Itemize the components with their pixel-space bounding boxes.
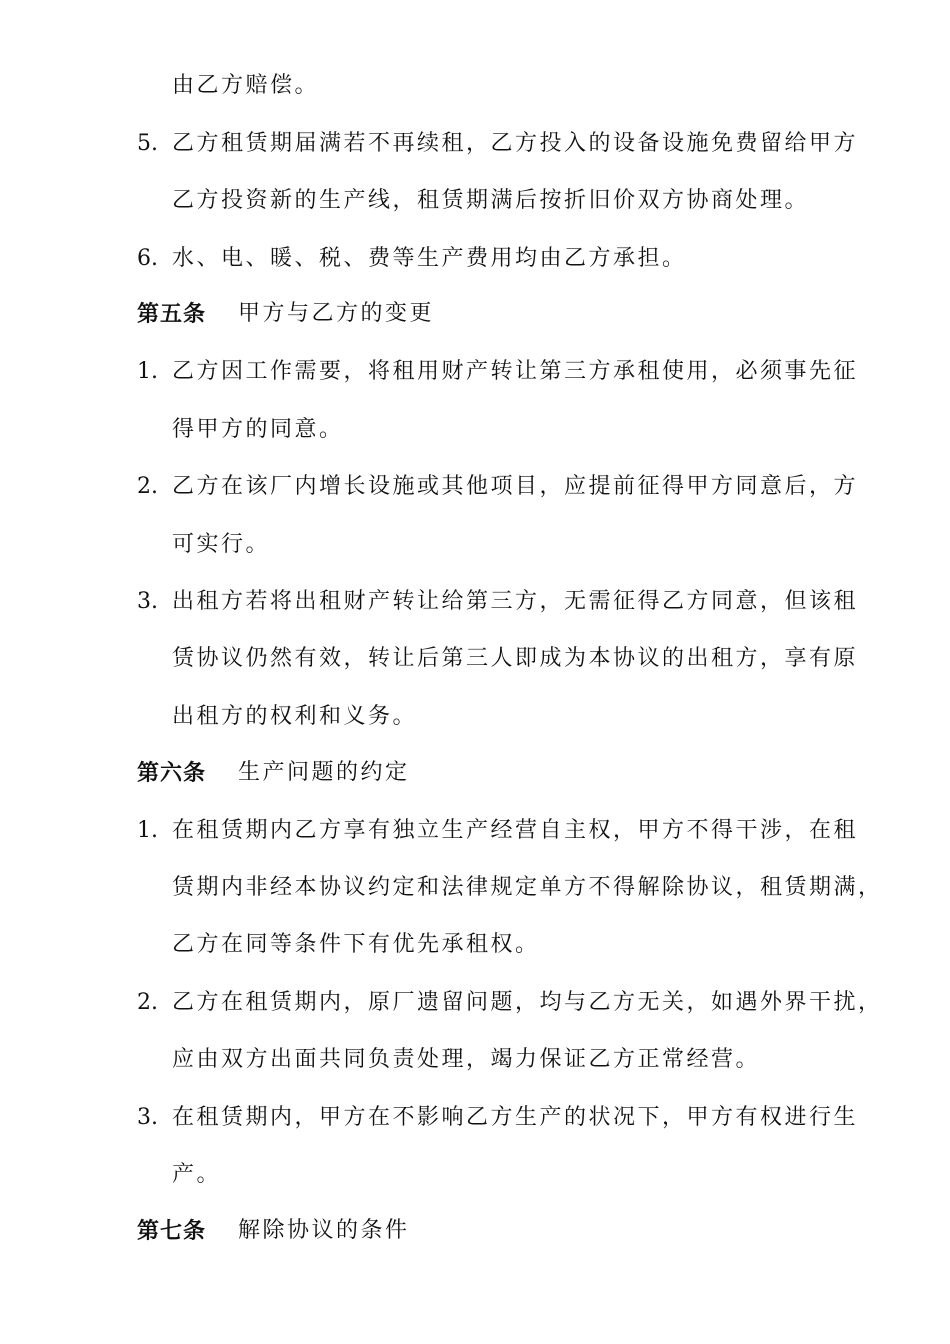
list-number: 3.: [137, 589, 158, 614]
paragraph-line: 可实行。: [172, 532, 271, 557]
paragraph-line: 出租方若将出租财产转让给第三方，无需征得乙方同意，但该租: [172, 589, 859, 614]
paragraph-line: 水、电、暖、税、费等生产费用均由乙方承担。: [172, 246, 687, 271]
article-title: 甲方与乙方的变更: [238, 301, 435, 326]
list-number: 6.: [137, 246, 158, 271]
list-number: 5.: [137, 131, 158, 156]
article-label: 第六条: [137, 760, 207, 786]
paragraph-line: 在租赁期内乙方享有独立生产经营自主权，甲方不得干涉，在租: [172, 818, 859, 843]
list-number: 2.: [137, 474, 158, 499]
list-number: 1.: [137, 818, 158, 843]
article-label: 第五条: [137, 301, 207, 327]
article-title: 解除协议的条件: [238, 1218, 410, 1243]
paragraph-line: 得甲方的同意。: [172, 417, 344, 442]
list-number: 2.: [137, 990, 158, 1015]
list-number: 1.: [137, 359, 158, 384]
paragraph-line: 乙方因工作需要，将租用财产转让第三方承租使用，必须事先征: [172, 359, 859, 384]
paragraph-line: 赁期内非经本协议约定和法律规定单方不得解除协议，租赁期满，: [172, 875, 883, 900]
paragraph-line: 应由双方出面共同负责处理，竭力保证乙方正常经营。: [172, 1047, 761, 1072]
paragraph-line: 由乙方赔偿。: [172, 73, 320, 98]
paragraph-line: 出租方的权利和义务。: [172, 704, 418, 729]
paragraph-line: 乙方租赁期届满若不再续租，乙方投入的设备设施免费留给甲方: [172, 131, 859, 156]
paragraph-line: 产。: [172, 1162, 222, 1187]
paragraph-line: 在租赁期内，甲方在不影响乙方生产的状况下，甲方有权进行生: [172, 1105, 859, 1130]
paragraph-line: 乙方在租赁期内，原厂遗留问题，均与乙方无关，如遇外界干扰，: [172, 990, 883, 1015]
paragraph-line: 乙方在同等条件下有优先承租权。: [172, 932, 540, 957]
paragraph-line: 赁协议仍然有效，转让后第三人即成为本协议的出租方，享有原: [172, 646, 859, 671]
article-title: 生产问题的约定: [238, 760, 410, 785]
paragraph-line: 乙方投资新的生产线，租赁期满后按折旧价双方协商处理。: [172, 188, 810, 213]
list-number: 3.: [137, 1105, 158, 1130]
paragraph-line: 乙方在该厂内增长设施或其他项目，应提前征得甲方同意后，方: [172, 474, 859, 499]
article-label: 第七条: [137, 1218, 207, 1244]
